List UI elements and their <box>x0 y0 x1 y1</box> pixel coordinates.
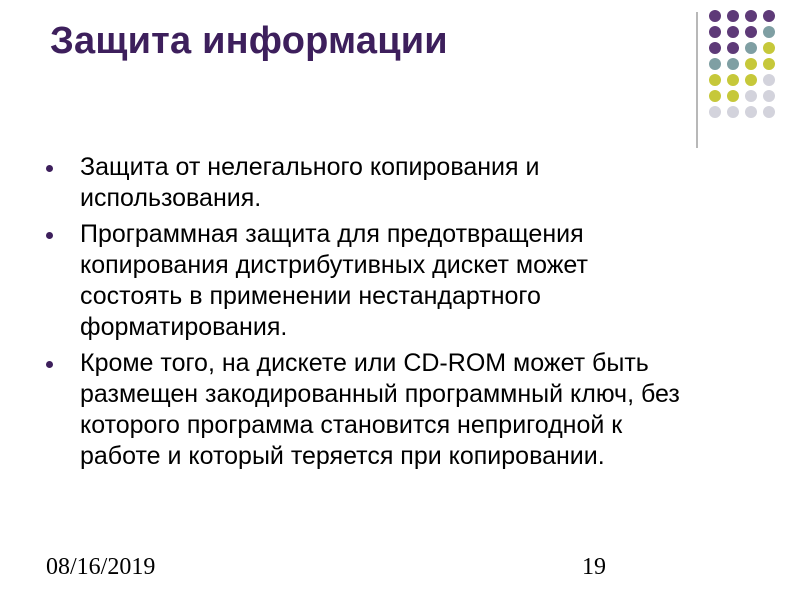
decorative-dot <box>727 106 739 118</box>
bullet-item <box>46 152 696 214</box>
decorative-dot <box>745 42 757 54</box>
decorative-dot <box>709 26 721 38</box>
bullet-text: Кроме того, на дискете или CD-ROM может быть размещен закодированный программный ключ, без которого программа становится непригодной к работе и который теряется при копировании. <box>80 349 680 470</box>
page-number: 19 <box>582 554 606 580</box>
bullet-text: Программная защита для предотвращения копирования дистрибутивных дискет может состоять в применении нестандартного форматирования. <box>80 220 588 341</box>
bullet-marker-icon <box>46 361 53 368</box>
decorative-dot <box>709 42 721 54</box>
decorative-dot-grid <box>709 10 775 118</box>
decorative-dot <box>763 90 775 102</box>
bullet-list <box>46 152 696 477</box>
decorative-dot <box>709 106 721 118</box>
bullet-text: Защита от нелегального копирования и использования. <box>80 153 540 212</box>
bullet-marker-icon <box>46 165 53 172</box>
decorative-dot <box>709 58 721 70</box>
decorative-dot <box>727 74 739 86</box>
slide-title: Защита информации <box>50 20 448 62</box>
decorative-dot <box>745 58 757 70</box>
decorative-dot <box>709 90 721 102</box>
decorative-dot <box>727 42 739 54</box>
decorative-dot <box>727 26 739 38</box>
decorative-dot <box>745 106 757 118</box>
decorative-dot <box>745 74 757 86</box>
decorative-dot <box>763 42 775 54</box>
decorative-dot <box>745 90 757 102</box>
decorative-dot <box>727 90 739 102</box>
decorative-dot <box>727 58 739 70</box>
bullet-item <box>46 219 696 343</box>
bullet-item <box>46 348 696 472</box>
decorative-dot <box>763 106 775 118</box>
decorative-dot <box>763 74 775 86</box>
decorative-dot <box>727 10 739 22</box>
bullet-marker-icon <box>46 232 53 239</box>
decorative-dot <box>709 10 721 22</box>
decorative-dot <box>763 10 775 22</box>
footer-date: 08/16/2019 <box>46 554 156 580</box>
decorative-dot <box>763 58 775 70</box>
decorative-dot <box>763 26 775 38</box>
decorative-dot <box>745 26 757 38</box>
decorative-dot <box>709 74 721 86</box>
decorative-dot <box>745 10 757 22</box>
title-divider <box>696 12 698 148</box>
